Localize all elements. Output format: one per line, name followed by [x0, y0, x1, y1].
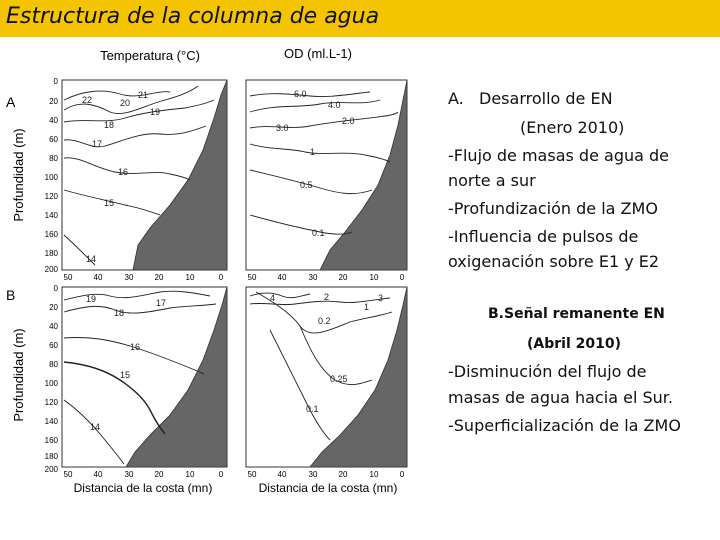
- x-tick: 50: [247, 470, 257, 479]
- x-tick: 30: [308, 273, 318, 282]
- y-tick: 0: [53, 77, 58, 86]
- panel-b-oxygen: [246, 287, 407, 467]
- x-tick: 20: [154, 273, 164, 282]
- y-tick: 80: [49, 360, 58, 369]
- y-tick: 160: [44, 436, 58, 445]
- contour-label: 19: [86, 294, 97, 304]
- x-tick: 50: [63, 470, 73, 479]
- x-axis-label-left: Distancia de la costa (mn): [73, 481, 213, 495]
- x-tick: 20: [154, 470, 164, 479]
- contour-label: 3.0: [276, 123, 289, 133]
- section-a-line-3: -Profundización de la ZMO: [448, 199, 658, 218]
- y-tick: 60: [49, 135, 58, 144]
- slide-title: Estructura de la columna de agua: [6, 4, 380, 29]
- x-tick: 0: [218, 273, 224, 282]
- contour-label: 17: [92, 139, 103, 149]
- y-tick: 40: [49, 116, 58, 125]
- contour-label: 1: [364, 302, 370, 312]
- y-tick: 20: [49, 303, 58, 312]
- y-tick: 120: [44, 398, 58, 407]
- x-tick: 30: [124, 273, 134, 282]
- column-title-od: OD (ml.L-1): [284, 46, 352, 61]
- contour-label: 15: [120, 370, 131, 380]
- y-ticks-top: [45, 77, 59, 274]
- x-tick: 20: [338, 470, 348, 479]
- x-tick: 10: [369, 273, 379, 282]
- x-tick: 50: [63, 273, 73, 282]
- x-tick: 0: [399, 470, 405, 479]
- contour-label: 16: [130, 342, 141, 352]
- shelf-bathymetry: [126, 287, 227, 467]
- contour-label: 17: [156, 298, 167, 308]
- y-tick: 200: [44, 265, 58, 274]
- y-axis-label-top: Profundidad (m): [11, 128, 26, 222]
- contour-label: 19: [150, 107, 161, 117]
- y-tick: 100: [44, 173, 58, 182]
- x-tick: 40: [93, 273, 103, 282]
- y-tick: 80: [49, 154, 58, 163]
- y-ticks-bottom: [45, 284, 59, 474]
- contour-label: 18: [104, 120, 115, 130]
- contour-label: 14: [86, 254, 97, 264]
- panel-a-oxygen: [246, 80, 407, 270]
- y-tick: 20: [49, 97, 58, 106]
- row-label-b: B: [6, 287, 16, 303]
- y-tick: 40: [49, 322, 58, 331]
- contour-label: 14: [90, 422, 101, 432]
- contour-label: 0.5: [300, 180, 313, 190]
- x-tick: 30: [124, 470, 134, 479]
- x-tick: 40: [277, 470, 287, 479]
- x-ticks-top: [64, 273, 405, 282]
- x-tick: 10: [185, 470, 195, 479]
- contour-figure: [0, 40, 440, 500]
- y-tick: 60: [49, 341, 58, 350]
- title-bar: [0, 0, 720, 37]
- y-tick: 180: [44, 249, 58, 258]
- section-b-subheading: (Abril 2010): [527, 336, 621, 352]
- contour-label: 16: [118, 167, 129, 177]
- shelf-bathymetry: [310, 287, 407, 467]
- panel-a-temperature: [62, 80, 227, 270]
- y-tick: 0: [53, 284, 58, 293]
- x-ticks-bottom: [64, 470, 405, 479]
- section-b-heading: B.Señal remanente EN: [488, 306, 665, 322]
- y-tick: 100: [44, 379, 58, 388]
- y-tick: 120: [44, 192, 58, 201]
- section-a-subheading: (Enero 2010): [520, 118, 625, 137]
- contour-label: 20: [120, 98, 131, 108]
- contour-label: 4: [270, 293, 276, 303]
- x-tick: 20: [338, 273, 348, 282]
- x-tick: 40: [277, 273, 287, 282]
- section-a-line-4: -Influencia de pulsos de: [448, 227, 639, 246]
- section-b-line-2: masas de agua hacia el Sur.: [448, 388, 673, 407]
- section-b-line-1: -Disminución del flujo de: [448, 362, 647, 381]
- x-tick: 10: [185, 273, 195, 282]
- y-tick: 180: [44, 452, 58, 461]
- contour-label: 0.1: [312, 228, 325, 238]
- contour-label: 21: [138, 90, 149, 100]
- contour-label: 15: [104, 198, 115, 208]
- contour-label: 0.25: [330, 374, 348, 384]
- y-tick: 200: [44, 465, 58, 474]
- x-axis-label-right: Distancia de la costa (mn): [258, 481, 398, 495]
- section-a-line-1: -Flujo de masas de agua de: [448, 146, 669, 165]
- panel-b-temperature: [62, 287, 227, 467]
- contour-label: 3: [378, 293, 384, 303]
- y-tick: 140: [44, 211, 58, 220]
- section-b-line-3: -Superficialización de la ZMO: [448, 416, 681, 435]
- x-tick: 10: [369, 470, 379, 479]
- y-tick: 160: [44, 230, 58, 239]
- contour-label: 2: [324, 292, 330, 302]
- x-tick: 0: [218, 470, 224, 479]
- x-tick: 50: [247, 273, 257, 282]
- section-a-line-2: norte a sur: [448, 171, 536, 190]
- contour-label: 18: [114, 308, 125, 318]
- contour-label: 0.2: [318, 316, 331, 326]
- x-tick: 40: [93, 470, 103, 479]
- contour-label: 4.0: [328, 100, 341, 110]
- contour-label: 1: [310, 147, 316, 157]
- x-tick: 0: [399, 273, 405, 282]
- row-label-a: A: [6, 94, 16, 110]
- contour-label: 22: [82, 95, 93, 105]
- contour-label: 2.0: [342, 116, 355, 126]
- contour-label: 0.1: [306, 404, 319, 414]
- column-title-temperature: Temperatura (°C): [100, 48, 200, 63]
- section-a-line-5: oxigenación sobre E1 y E2: [448, 252, 660, 271]
- y-tick: 140: [44, 417, 58, 426]
- y-axis-label-bottom: Profundidad (m): [11, 328, 26, 422]
- section-a-heading: A. Desarrollo de EN: [448, 89, 613, 108]
- contour-label: 6.0: [294, 89, 307, 99]
- x-tick: 30: [308, 470, 318, 479]
